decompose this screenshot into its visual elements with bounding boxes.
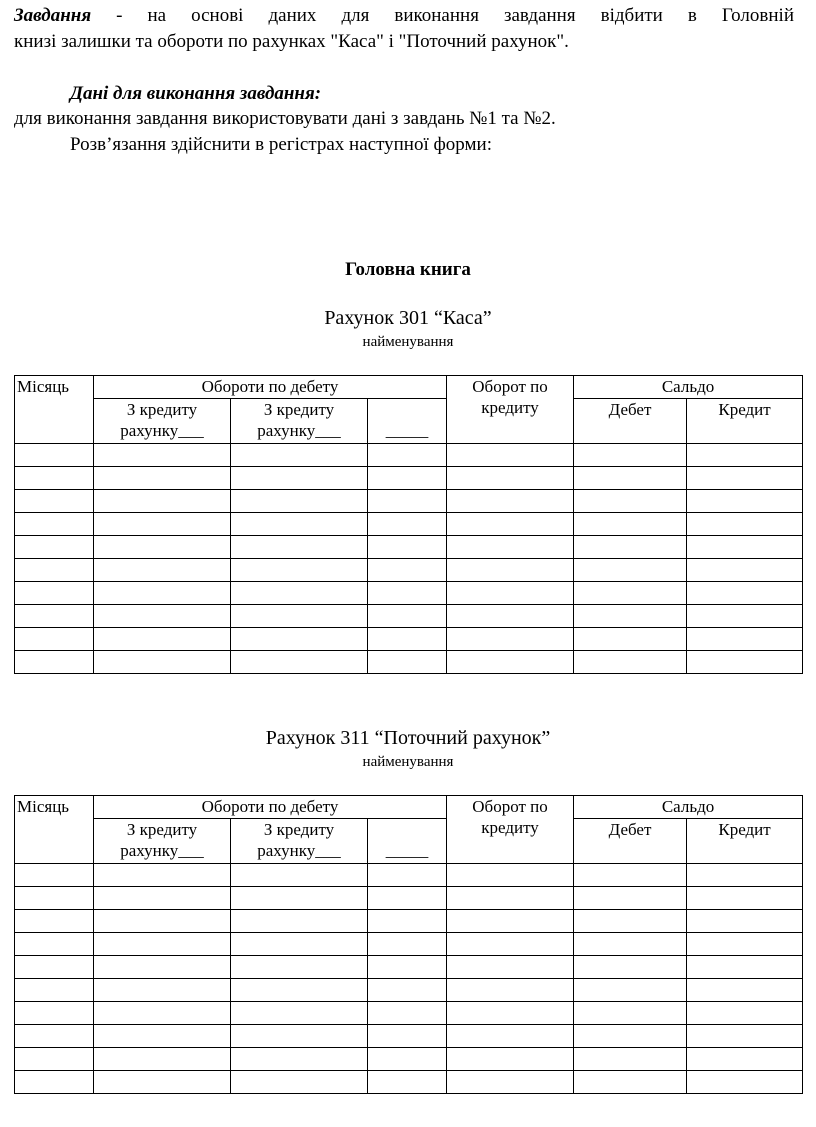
header-debit-turnover: Обороти по дебету — [94, 376, 447, 399]
table-row — [15, 933, 803, 956]
table-cell — [94, 559, 231, 582]
table-cell — [15, 864, 94, 887]
table-cell — [231, 444, 368, 467]
table-cell — [687, 605, 803, 628]
table-cell — [447, 887, 574, 910]
task-label: Завдання — [14, 5, 92, 26]
header-month: Місяць — [15, 376, 94, 444]
table-cell — [687, 628, 803, 651]
table-cell — [368, 864, 447, 887]
table-cell — [368, 444, 447, 467]
table-cell — [94, 1071, 231, 1094]
table-row — [15, 956, 803, 979]
table-cell — [94, 933, 231, 956]
table-cell — [687, 864, 803, 887]
table-cell — [687, 887, 803, 910]
table-cell — [368, 979, 447, 1002]
table-cell — [94, 956, 231, 979]
table-cell — [231, 582, 368, 605]
table-cell — [15, 1002, 94, 1025]
table-row — [15, 887, 803, 910]
table-cell — [15, 536, 94, 559]
table-cell — [574, 467, 687, 490]
table-row — [15, 628, 803, 651]
table-cell — [231, 513, 368, 536]
table-cell — [15, 933, 94, 956]
table-cell — [94, 910, 231, 933]
table-cell — [687, 910, 803, 933]
table-cell — [687, 444, 803, 467]
header-balance: Сальдо — [574, 376, 803, 399]
account-blank-label: рахунку___ — [257, 841, 341, 860]
table-cell — [15, 467, 94, 490]
table-cell — [94, 1025, 231, 1048]
table-cell — [447, 490, 574, 513]
ledger-table-311 — [14, 795, 803, 1094]
table-cell — [231, 1048, 368, 1071]
book-title: Головна книга — [345, 259, 471, 280]
table-cell — [447, 605, 574, 628]
table-cell — [447, 979, 574, 1002]
table-row — [15, 605, 803, 628]
table-row — [15, 1002, 803, 1025]
table-cell — [94, 536, 231, 559]
table-cell — [231, 910, 368, 933]
table-cell — [687, 513, 803, 536]
blank-label: _____ — [385, 421, 429, 440]
table-cell — [368, 605, 447, 628]
ledger-table-301 — [14, 375, 803, 674]
table-cell — [15, 1025, 94, 1048]
table-cell — [15, 582, 94, 605]
table-cell — [231, 956, 368, 979]
table-cell — [574, 910, 687, 933]
table-cell — [15, 628, 94, 651]
table-cell — [447, 467, 574, 490]
table-cell — [574, 1002, 687, 1025]
table-cell — [94, 864, 231, 887]
table-cell — [94, 979, 231, 1002]
table-cell — [231, 651, 368, 674]
table-cell — [368, 1002, 447, 1025]
table-cell — [447, 1048, 574, 1071]
table-cell — [231, 536, 368, 559]
header-from-credit-1 — [94, 819, 231, 864]
table-cell — [447, 1071, 574, 1094]
table-cell — [687, 559, 803, 582]
table-cell — [447, 956, 574, 979]
table-cell — [687, 1071, 803, 1094]
table-cell — [574, 864, 687, 887]
table-cell — [15, 651, 94, 674]
table-cell — [15, 444, 94, 467]
table-cell — [574, 933, 687, 956]
table-cell — [447, 536, 574, 559]
table-cell — [368, 887, 447, 910]
table-cell — [687, 956, 803, 979]
header-debit-turnover: Обороти по дебету — [94, 796, 447, 819]
table-cell — [368, 956, 447, 979]
table-cell — [94, 467, 231, 490]
table-cell — [231, 490, 368, 513]
table-cell — [574, 605, 687, 628]
header-debit: Дебет — [574, 819, 687, 864]
table-cell — [447, 513, 574, 536]
task-paragraph-line1 — [14, 4, 794, 28]
account-blank-label: рахунку___ — [120, 841, 204, 860]
table-cell — [574, 979, 687, 1002]
table-cell — [368, 490, 447, 513]
table-cell — [231, 1025, 368, 1048]
table-cell — [231, 559, 368, 582]
table-cell — [15, 513, 94, 536]
table-cell — [231, 864, 368, 887]
table-cell — [447, 444, 574, 467]
from-credit-label: З кредиту — [126, 820, 198, 839]
header-debit: Дебет — [574, 399, 687, 444]
table-cell — [687, 1002, 803, 1025]
from-credit-label: З кредиту — [126, 400, 198, 419]
table-cell — [574, 490, 687, 513]
table-cell — [574, 651, 687, 674]
table-cell — [94, 1002, 231, 1025]
from-credit-label: З кредиту — [263, 400, 335, 419]
account-title-301: Рахунок 301 “Каса” — [324, 307, 492, 329]
table-cell — [231, 1002, 368, 1025]
table-cell — [231, 887, 368, 910]
table-cell — [231, 933, 368, 956]
table-cell — [687, 979, 803, 1002]
table-cell — [447, 864, 574, 887]
table-cell — [231, 979, 368, 1002]
table-cell — [574, 1025, 687, 1048]
table-row — [15, 910, 803, 933]
table-cell — [15, 559, 94, 582]
table-cell — [94, 887, 231, 910]
task-text-line1: - на основі даних для виконання завдання відбити в Головній — [91, 5, 794, 26]
table-row — [15, 559, 803, 582]
table-cell — [687, 582, 803, 605]
table-cell — [94, 628, 231, 651]
table-cell — [687, 933, 803, 956]
table-cell — [447, 910, 574, 933]
table-cell — [574, 628, 687, 651]
header-credit-turnover: Оборот по кредиту — [447, 796, 574, 864]
header-credit: Кредит — [687, 399, 803, 444]
table-cell — [687, 651, 803, 674]
table-row — [15, 490, 803, 513]
table-cell — [94, 513, 231, 536]
table-row — [15, 513, 803, 536]
table-cell — [368, 628, 447, 651]
table-cell — [15, 605, 94, 628]
table-cell — [687, 1048, 803, 1071]
table-cell — [368, 933, 447, 956]
account-title-311: Рахунок 311 “Поточний рахунок” — [265, 727, 551, 749]
table-cell — [574, 1071, 687, 1094]
header-from-credit-2 — [231, 819, 368, 864]
table-cell — [447, 651, 574, 674]
table-cell — [574, 536, 687, 559]
table-cell — [94, 444, 231, 467]
account-blank-label: рахунку___ — [257, 421, 341, 440]
table-cell — [15, 910, 94, 933]
data-heading: Дані для виконання завдання: — [70, 83, 322, 104]
table-cell — [368, 1071, 447, 1094]
table-cell — [574, 956, 687, 979]
table-cell — [368, 467, 447, 490]
table-cell — [231, 628, 368, 651]
table-cell — [447, 1025, 574, 1048]
table-cell — [15, 979, 94, 1002]
table-row — [15, 864, 803, 887]
blank-label: _____ — [385, 841, 429, 860]
table-cell — [687, 1025, 803, 1048]
header-credit-turnover: Оборот по кредиту — [447, 376, 574, 444]
table-cell — [368, 582, 447, 605]
table-cell — [447, 1002, 574, 1025]
table-cell — [368, 910, 447, 933]
table-cell — [94, 1048, 231, 1071]
table-cell — [574, 582, 687, 605]
table-row — [15, 1048, 803, 1071]
table-cell — [231, 1071, 368, 1094]
table-cell — [574, 513, 687, 536]
table-cell — [574, 559, 687, 582]
table-row — [15, 1025, 803, 1048]
account-subtitle-301: найменування — [362, 334, 454, 350]
table-cell — [15, 490, 94, 513]
table-row — [15, 1071, 803, 1094]
table-cell — [687, 490, 803, 513]
table-cell — [15, 887, 94, 910]
header-credit: Кредит — [687, 819, 803, 864]
table-cell — [94, 582, 231, 605]
table-cell — [15, 956, 94, 979]
header-from-credit-1 — [94, 399, 231, 444]
table-cell — [15, 1071, 94, 1094]
table-cell — [447, 559, 574, 582]
account-subtitle-311: найменування — [362, 754, 454, 770]
header-month: Місяць — [15, 796, 94, 864]
table-cell — [15, 1048, 94, 1071]
table-row — [15, 536, 803, 559]
table-row — [15, 467, 803, 490]
table-cell — [368, 513, 447, 536]
table-cell — [687, 467, 803, 490]
table-cell — [368, 559, 447, 582]
from-credit-label: З кредиту — [263, 820, 335, 839]
table-cell — [574, 444, 687, 467]
table-cell — [368, 651, 447, 674]
table-cell — [687, 536, 803, 559]
table-cell — [574, 1048, 687, 1071]
table-row — [15, 444, 803, 467]
table-row — [15, 582, 803, 605]
table-cell — [368, 1025, 447, 1048]
table-cell — [94, 605, 231, 628]
table-cell — [447, 933, 574, 956]
table-cell — [574, 887, 687, 910]
header-blank-3 — [368, 399, 447, 444]
header-blank-3 — [368, 819, 447, 864]
data-line1: для виконання завдання використовувати дані з завдань №1 та №2. — [14, 108, 556, 129]
task-text-line2: книзі залишки та обороти по рахунках "Каса" і "Поточний рахунок". — [14, 31, 569, 52]
table-cell — [368, 1048, 447, 1071]
table-cell — [231, 467, 368, 490]
table-cell — [368, 536, 447, 559]
table-cell — [94, 490, 231, 513]
table-cell — [447, 582, 574, 605]
table-cell — [231, 605, 368, 628]
account-blank-label: рахунку___ — [120, 421, 204, 440]
table-row — [15, 651, 803, 674]
table-cell — [94, 651, 231, 674]
table-cell — [447, 628, 574, 651]
header-from-credit-2 — [231, 399, 368, 444]
data-line2: Розв’язання здійснити в регістрах наступної форми: — [70, 134, 492, 155]
table-row — [15, 979, 803, 1002]
header-balance: Сальдо — [574, 796, 803, 819]
